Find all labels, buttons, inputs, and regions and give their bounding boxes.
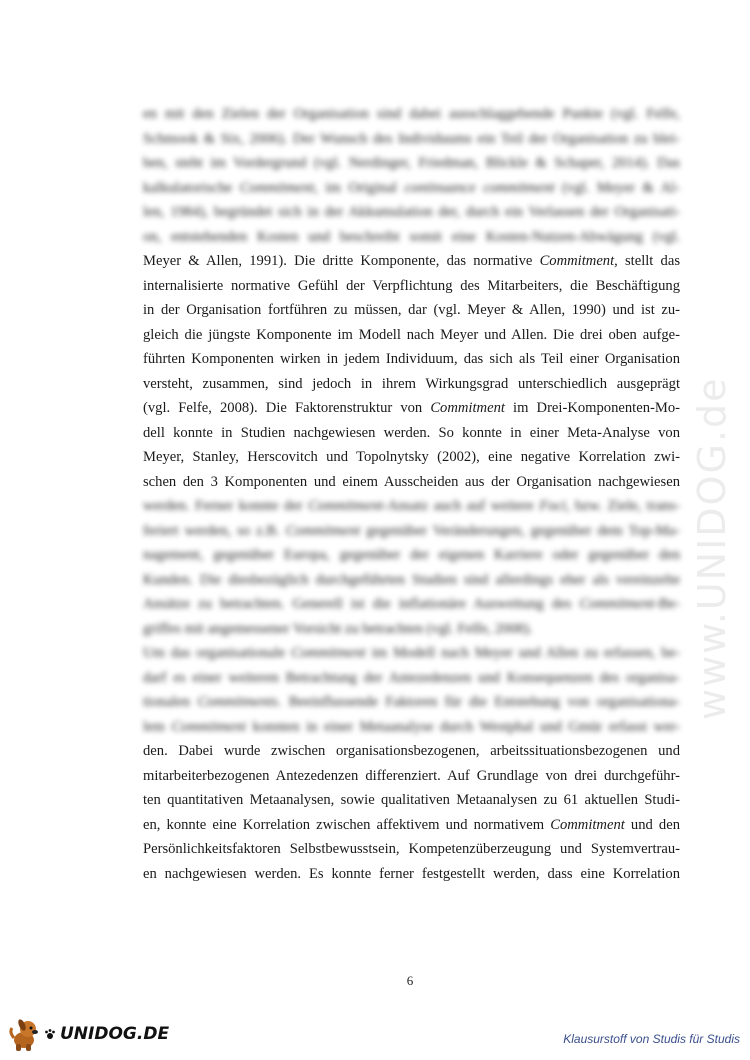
- text-line: [143, 445, 680, 470]
- text-segment: Meyer & Allen, 1991). Die dritte Komponente, das normative: [143, 253, 540, 269]
- text-segment: den. Dabei wurde zwischen organisationsbezogenen, arbeitssituationsbezogenen und: [143, 743, 680, 759]
- text-segment: , bzw. Ziele, trans-: [565, 498, 680, 514]
- text-line: [143, 176, 680, 201]
- text-segment: -Ansatz auch auf weitere: [382, 498, 540, 514]
- text-segment: griffes mit angemessener Vorsicht zu betrachten (vgl. Felfe, 2008).: [143, 620, 533, 637]
- text-line: [143, 592, 680, 617]
- footer-tagline: Klausurstoff von Studis für Studis: [563, 1032, 740, 1046]
- text-segment: versteht, zusammen, sind jedoch in ihrem Wirkungsgrad unterschiedlich ausgeprägt: [143, 375, 680, 392]
- text-line: [143, 127, 680, 152]
- logo-text: UNIDOG.DE: [60, 1024, 170, 1044]
- text-segment: , stellt das: [614, 253, 680, 269]
- text-segment: len, 1984), begründet sich in der Akkumulation der, durch ein Verlassen der Organisati-: [143, 204, 680, 220]
- text-segment: on, entstehenden Kosten und beschreibt somit eine Kosten-Nutzen-Abwägung (vgl.: [143, 228, 680, 245]
- text-line: [143, 641, 680, 666]
- text-segment: Meyer, Stanley, Herscovitch und Topolnytsky (2002), eine negative Korrelation zwi-: [143, 449, 680, 465]
- text-line: [143, 666, 680, 691]
- watermark: www.UNIDOG.de: [690, 376, 734, 720]
- text-line: [143, 494, 680, 519]
- text-line: [143, 396, 680, 421]
- unidog-logo[interactable]: [8, 1016, 169, 1052]
- text-line: [143, 519, 680, 544]
- text-segment: ben, steht im Vordergrund (vgl. Nerdinger, Friedman, Blickle & Schaper, 2014). Das: [143, 155, 680, 171]
- text-segment: tionalen: [143, 694, 198, 710]
- text-segment: ten quantitativen Metaanalysen, sowie qualitativen Metaanalysen zu 61 aktuellen Studi-: [143, 792, 680, 808]
- text-segment: nagement, gegenüber Europa, gegenüber der eigenen Karriere oder gegenüber den: [143, 547, 680, 563]
- text-segment: , im Original: [314, 179, 405, 196]
- text-segment: kalkulatorische: [143, 179, 240, 196]
- text-line: [143, 837, 680, 862]
- text-line: [143, 102, 680, 127]
- italic-term: Commitment: [539, 253, 615, 269]
- text-segment: darf es einer weiteren Betrachtung der Antezedenzen und Konsequenzen des organisa-: [143, 669, 680, 686]
- text-line: [143, 617, 680, 642]
- text-segment: en, konnte eine Korrelation zwischen affektivem und normativem: [143, 816, 551, 833]
- text-segment: lem: [143, 718, 172, 735]
- italic-term: Commitment: [579, 596, 655, 612]
- text-line: [143, 739, 680, 764]
- italic-term: Commitment: [550, 816, 625, 833]
- text-line: [143, 200, 680, 225]
- text-line: [143, 347, 680, 372]
- text-segment: -Be-: [654, 596, 680, 612]
- text-segment: (vgl. Meyer & Al-: [554, 179, 680, 196]
- text-segment: im Modell nach Meyer und Allen zu erfassen, be-: [365, 645, 680, 661]
- text-line: [143, 813, 680, 838]
- text-segment: Schmook & Six, 2006). Der Wunsch des Individuums ein Teil der Organisation zu blei-: [143, 130, 680, 147]
- text-line: [143, 372, 680, 397]
- paw-icon: [44, 1028, 56, 1040]
- italic-term: Foci: [539, 498, 566, 514]
- text-segment: führten Komponenten wirken in jedem Individuum, das sich als Teil einer Organisation: [143, 351, 680, 367]
- text-line: [143, 862, 680, 887]
- text-segment: dell konnte in Studien nachgewiesen werden. So konnte in einer Meta-Analyse von: [143, 424, 680, 441]
- text-line: [143, 715, 680, 740]
- italic-term: Commitment: [239, 179, 315, 196]
- text-segment: (vgl. Felfe, 2008). Die Faktorenstruktur von: [143, 400, 431, 416]
- text-segment: und den: [624, 816, 680, 833]
- text-segment: konnten in einer Metaanalyse durch Westphal und Gmür erfasst wer-: [246, 718, 680, 735]
- text-line: [143, 249, 680, 274]
- dog-mascot-icon: [8, 1016, 42, 1052]
- italic-term: Commitment: [308, 498, 383, 514]
- text-segment: gleich die jüngste Komponente im Modell nach Meyer und Allen. Die drei oben aufge-: [143, 326, 680, 343]
- text-line: [143, 543, 680, 568]
- text-line: [143, 421, 680, 446]
- text-segment: schen den 3 Komponenten und einem Ausscheiden aus der Organisation nachgewiesen: [143, 473, 680, 490]
- text-segment: gegenüber Veränderungen, gegenüber dem Top-Ma-: [360, 522, 680, 539]
- italic-term: Commitments: [197, 694, 278, 710]
- text-line: [143, 690, 680, 715]
- text-segment: Um das organisationale: [143, 645, 292, 661]
- text-segment: en nachgewiesen werden. Es konnte ferner festgestellt werden, dass eine Korrelation: [143, 865, 680, 882]
- text-line: [143, 151, 680, 176]
- italic-term: Commitment: [430, 400, 505, 416]
- text-line: [143, 225, 680, 250]
- italic-term: Commitment: [171, 718, 247, 735]
- text-segment: Kunden. Die diesbezüglich durchgeführten Studien sind allerdings eher als vereinzelte: [143, 571, 680, 588]
- text-segment: werden. Ferner konnte der: [143, 498, 309, 514]
- text-line: [143, 788, 680, 813]
- italic-term: continuance commitment: [404, 179, 555, 196]
- text-segment: in der Organisation fortführen zu müssen, dar (vgl. Meyer & Allen, 1990) und ist zu-: [143, 302, 680, 318]
- text-segment: en mit den Zielen der Organisation sind dabei ausschlaggebende Punkte (vgl. Felfe,: [143, 106, 680, 122]
- page-body-text: [143, 102, 680, 886]
- italic-term: Commitment: [291, 645, 366, 661]
- text-segment: internalisierte normative Gefühl der Verpflichtung des Mitarbeiters, die Beschäftigung: [143, 277, 680, 294]
- text-line: [143, 323, 680, 348]
- text-segment: Ansätze zu betrachten. Generell ist die inflationäre Ausweitung des: [143, 596, 580, 612]
- italic-term: Commitment: [285, 522, 361, 539]
- text-segment: Persönlichkeitsfaktoren Selbstbewusstsein, Kompetenzüberzeugung und Systemvertrau-: [143, 841, 680, 857]
- text-segment: im Drei-Komponenten-Mo-: [504, 400, 680, 416]
- text-line: [143, 470, 680, 495]
- text-line: [143, 568, 680, 593]
- text-line: [143, 298, 680, 323]
- text-line: [143, 764, 680, 789]
- text-segment: . Beeinflussende Faktoren für die Entstehung von organisationa-: [277, 694, 680, 710]
- text-line: [143, 274, 680, 299]
- text-segment: feriert werden, so z.B.: [143, 522, 286, 539]
- text-segment: mitarbeiterbezogenen Antezedenzen differenziert. Auf Grundlage von drei durchgeführ-: [143, 767, 680, 784]
- page-number: 6: [406, 973, 414, 988]
